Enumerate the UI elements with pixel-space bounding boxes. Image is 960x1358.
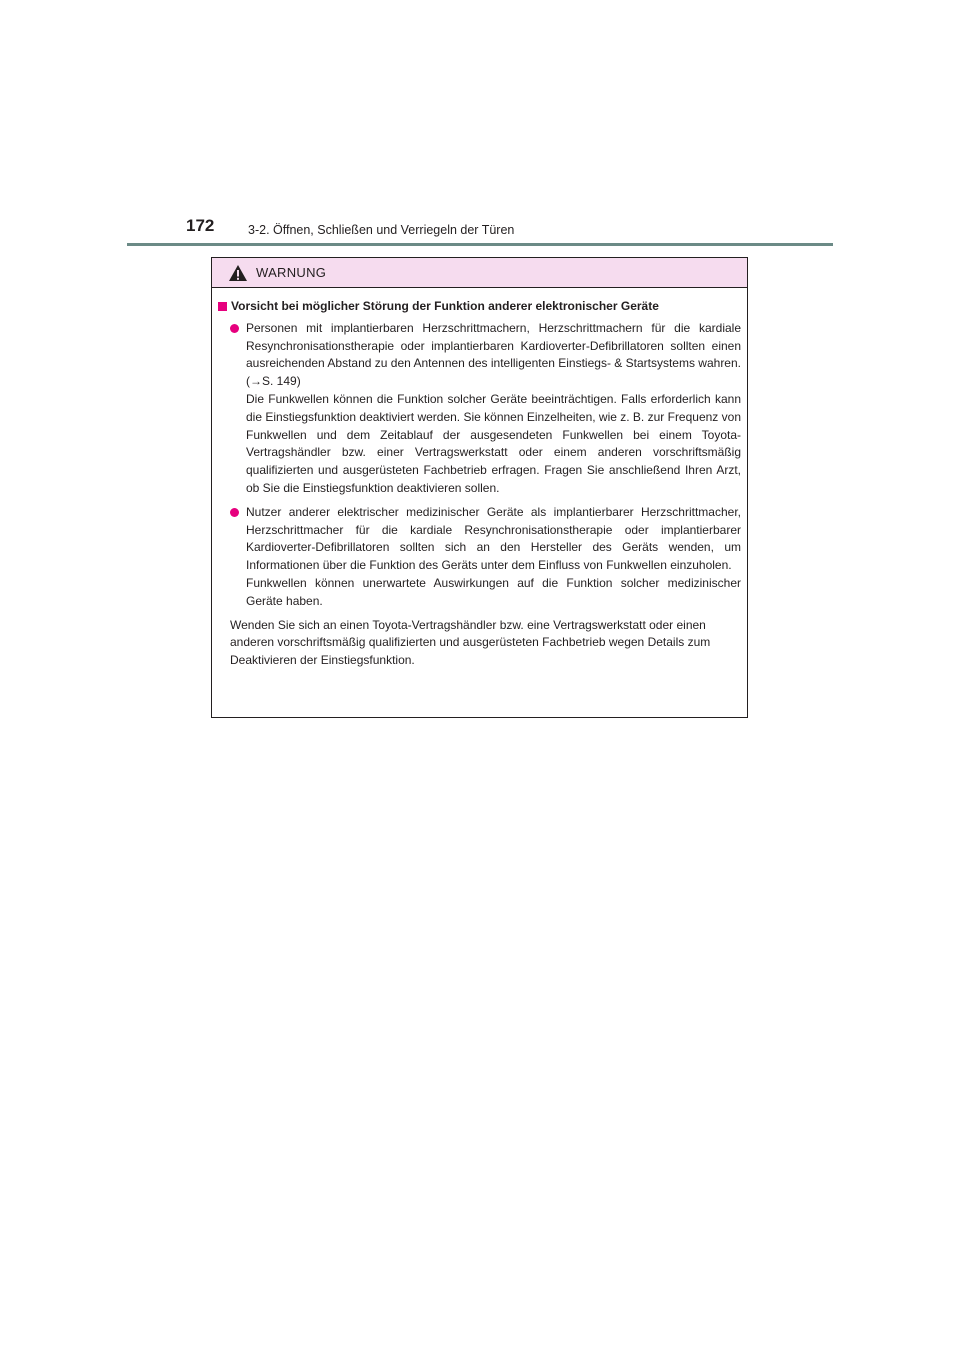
list-item-content xyxy=(246,320,741,498)
list-item-paragraph: Nutzer anderer elektrischer medizinischer Geräte als implantierbarer Herzschrittmacher, Herzschrittmacher für die kardiale Resynchronisationstherapie oder implantierbarer Kardioverter-Defibrillatoren sollten sich an den Hersteller des Geräts wenden, um Informationen über die Funktion des Geräts unter dem Einfluss von Funkwellen einzuholen. xyxy=(246,504,741,573)
warning-body xyxy=(212,288,747,670)
circle-bullet-icon xyxy=(230,508,239,517)
warning-heading-text: Vorsicht bei möglicher Störung der Funktion anderer elektronischer Geräte xyxy=(231,299,659,313)
circle-bullet-icon xyxy=(230,324,239,333)
section-title: 3-2. Öffnen, Schließen und Verriegeln der Türen xyxy=(248,223,515,237)
list-item-content xyxy=(246,504,741,611)
warning-box xyxy=(211,257,748,718)
warning-title: WARNUNG xyxy=(256,264,327,280)
warning-header xyxy=(212,258,747,288)
list-item xyxy=(230,320,741,498)
page-number: 172 xyxy=(186,216,215,235)
list-item-paragraph: Funkwellen können unerwartete Auswirkungen auf die Funktion solcher medizinischer Geräte haben. xyxy=(246,575,741,608)
closing-text: Wenden Sie sich an einen Toyota-Vertragshändler bzw. eine Vertragswerkstatt oder einen anderen vorschriftsmäßig qualifizierten und ausgerüsteten Fachbetrieb wegen Details zum Deaktivieren der Einstiegsfunktion. xyxy=(230,617,711,668)
warning-triangle-icon xyxy=(228,264,248,282)
list-item-paragraph: Personen mit implantierbaren Herzschrittmachern, Herzschrittmachern für die kardiale Resynchronisationstherapie oder implantierbaren Kardioverter-Defibrillatoren sollten einen ausreichenden Abstand zu den Antennen des intelligenten Einstiegs- & Startsystems wahren. (→S. 149) xyxy=(246,320,741,389)
square-bullet-icon xyxy=(218,302,227,311)
header-divider xyxy=(127,243,833,246)
list-item-paragraph: Die Funkwellen können die Funktion solcher Geräte beeinträchtigen. Falls erforderlich kann die Einstiegsfunktion deaktiviert werden. Sie können Einzelheiten, wie z. B. zur Frequenz von Funkwellen und dem Zeitablauf der ausgesendeten Funkwellen bei einem Toyota-Vertragshändler bzw. einer Vertragswerkstatt oder einem anderen vorschriftsmäßig qualifizierten und ausgerüsteten Fachbetrieb erfragen. Fragen Sie anschließend Ihren Arzt, ob Sie die Einstiegsfunktion deaktivieren sollen. xyxy=(246,391,741,495)
warning-heading xyxy=(218,298,741,316)
list-item xyxy=(230,504,741,611)
